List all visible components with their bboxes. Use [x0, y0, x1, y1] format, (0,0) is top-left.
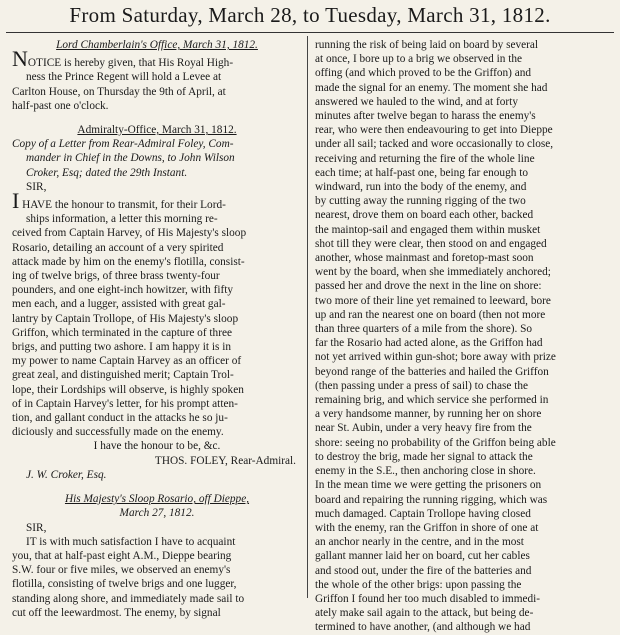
letter-line: gallant manner laid her on board, cut her cables: [315, 550, 530, 563]
letter-line: offing (and which proved to be the Griffon) and: [315, 67, 532, 80]
letter-line: Rosario, detailing an account of a very spirited: [12, 241, 224, 254]
letter-line: flotilla, consisting of twelve brigs and one lugger,: [12, 578, 237, 591]
letter-line: another, whose mainmast and foretop-mast soon: [315, 252, 534, 265]
letter-line: remaining brig, and which service she performed in: [315, 394, 549, 407]
header-title: From Saturday, March 28, to Tuesday, March 31, 1812.: [69, 3, 551, 27]
letter-line: ately make sail again to the attack, but being de-: [315, 607, 534, 620]
letter-line: receiving and returning the fire of the whole line: [315, 152, 535, 165]
letter-line: by cutting away the running rigging of the two: [315, 195, 526, 208]
letter-line: you, that at half-past eight A.M., Dieppe bearing: [12, 549, 232, 562]
notice-subheading: Copy of a Letter from Rear-Admiral Foley, Com-: [12, 138, 234, 151]
letter-line: at once, I bore up to a brig we observed in the: [315, 53, 523, 66]
letter-line: enemy in the S.E., then anchoring close in shore.: [315, 465, 536, 478]
letter-line: men each, and a lugger, assisted with great gal-: [12, 298, 226, 311]
letter-line: termined to have another, (and although we had: [315, 621, 531, 634]
letter-line: the maintop-sail and engaged them within musket: [315, 223, 541, 236]
letter-line: IT is with much satisfaction I have to acquaint: [26, 535, 236, 548]
letter-line: brigs, and putting two ashore. I am happy it is in: [12, 341, 232, 354]
letter-line: diciously and successfully made on the enemy.: [12, 426, 224, 439]
notice-heading-admiralty: Admiralty-Office, March 31, 1812.: [77, 124, 237, 137]
letter-line: much damaged. Captain Trollope having closed: [315, 507, 531, 520]
letter-line: beyond range of the batteries and hailed the Griffon: [315, 365, 549, 378]
letter-line: I HAVE the honour to transmit, for their Lord-: [12, 188, 226, 214]
addressee: J. W. Croker, Esq.: [26, 468, 107, 481]
letter-line: to destroy the brig, made her signal to attack the: [315, 450, 533, 463]
letter-line: minutes after twelve began to harass the enemy's: [315, 110, 536, 123]
notice-line: ness the Prince Regent will hold a Levee at: [26, 71, 222, 84]
letter-line: windward, run into the body of the enemy, and: [315, 181, 527, 194]
letter-line: standing along shore, and immediately made sail to: [12, 592, 245, 605]
letter-line: not yet arrived within gun-shot; bore away with prize: [315, 351, 556, 364]
letter-line: the whole of the other brigs: upon passing the: [315, 578, 522, 591]
letter-line: up and ran the nearest one on board (then not more: [315, 308, 546, 321]
letter-line: pounders, and one eight-inch howitzer, with fifty: [12, 284, 234, 297]
letter-line: rear, who were then endeavouring to get into Dieppe: [315, 124, 553, 137]
letter-line: running the risk of being laid on board by several: [315, 39, 539, 51]
salutation: SIR,: [26, 180, 47, 193]
page-header: [0, 0, 620, 30]
letter-line: tion, and gallant conduct in the attacks he so ju-: [12, 412, 228, 425]
letter-line: and stood out, under the fire of the batteries and: [315, 564, 532, 577]
letter-line: under all sail; tacked and wore occasionally to close,: [315, 138, 554, 151]
letter-line: lantry by Captain Trollope, of His Majesty's sloop: [12, 312, 239, 325]
letter-line: answered we hauled to the wind, and at forty: [315, 95, 518, 108]
notice-line: half-past one o'clock.: [12, 99, 109, 112]
letter-line: ceived from Captain Harvey, of His Majesty's sloop: [12, 227, 247, 240]
letter-line: (then passing under a press of sail) to chase the: [315, 379, 529, 392]
notice-line: NOTICE is hereby given, that His Royal High-: [12, 46, 234, 72]
letter-line: near St. Aubin, under a very heavy fire from the: [315, 422, 532, 435]
notice-subheading: mander in Chief in the Downs, to John Wilson: [26, 152, 235, 165]
letter-line: my power to name Captain Harvey as an officer of: [12, 355, 242, 368]
letter-line: went by the board, when she immediately anchored;: [315, 266, 551, 279]
letter-date: March 27, 1812.: [119, 507, 195, 520]
notice-heading-chamberlain: Lord Chamberlain's Office, March 31, 1812.: [56, 39, 258, 51]
letter-line: shot till they were clear, then stood on and engaged: [315, 237, 547, 250]
letter-line: a very handsome manner, by running her on shore: [315, 408, 542, 421]
letter-line: made the signal for an enemy. The moment she had: [315, 81, 548, 94]
column-divider: [307, 36, 308, 598]
letter-line: great zeal, and distinguished merit; Captain Trol-: [12, 369, 234, 382]
notice-subheading: Croker, Esq; dated the 29th Instant.: [26, 166, 188, 179]
letter-line: lope, their Lordships will observe, is highly spoken: [12, 383, 244, 396]
letter-line: attack made by him on the enemy's flotilla, consist-: [12, 255, 245, 268]
left-column: [12, 38, 302, 620]
letter-line: ships information, a letter this morning re-: [26, 213, 218, 226]
letter-line: than three quarters of a mile from the shore). So: [315, 323, 533, 336]
letter-line: each time; at half-past one, being far enough to: [315, 166, 528, 179]
letter-line: nearest, drove them on board each other, backed: [315, 209, 534, 222]
letter-line: far the Rosario had acted alone, as the Griffon had: [315, 337, 543, 350]
letter-line: an anchor nearly in the centre, and in the most: [315, 536, 524, 549]
letter-line: board and repairing the running rigging, which was: [315, 493, 548, 506]
letter-line: of in Captain Harvey's letter, for his prompt atten-: [12, 397, 238, 410]
letter-heading: His Majesty's Sloop Rosario, off Dieppe,: [64, 493, 250, 506]
letter-line: cut off the leewardmost. The enemy, by signal: [12, 606, 221, 619]
letter-line: Griffon, which terminated in the capture of three: [12, 326, 232, 339]
letter-line: ing of twelve brigs, of three brass twenty-four: [12, 270, 220, 283]
closing: I have the honour to be, &c.: [93, 440, 221, 453]
letter-line: two more of their line yet remained to leeward, bore: [315, 294, 551, 307]
letter-line: S.W. four or five miles, we observed an enemy's: [12, 564, 231, 577]
salutation: SIR,: [26, 521, 47, 534]
signature: THOS. FOLEY, Rear-Admiral.: [154, 454, 296, 467]
letter-line: shore: seeing no probability of the Griffon being able: [315, 436, 556, 449]
letter-line: Griffon I found her too much disabled to immedi-: [315, 592, 541, 605]
notice-line: Carlton House, on Thursday the 9th of April, at: [12, 85, 226, 98]
letter-line: In the mean time we were getting the prisoners on: [315, 479, 542, 492]
right-column: [315, 38, 609, 635]
header-rule: [6, 32, 614, 33]
letter-line: passed her and drove the next in the line on shore:: [315, 280, 542, 293]
letter-line: with the enemy, ran the Griffon in shore of one at: [315, 521, 539, 534]
